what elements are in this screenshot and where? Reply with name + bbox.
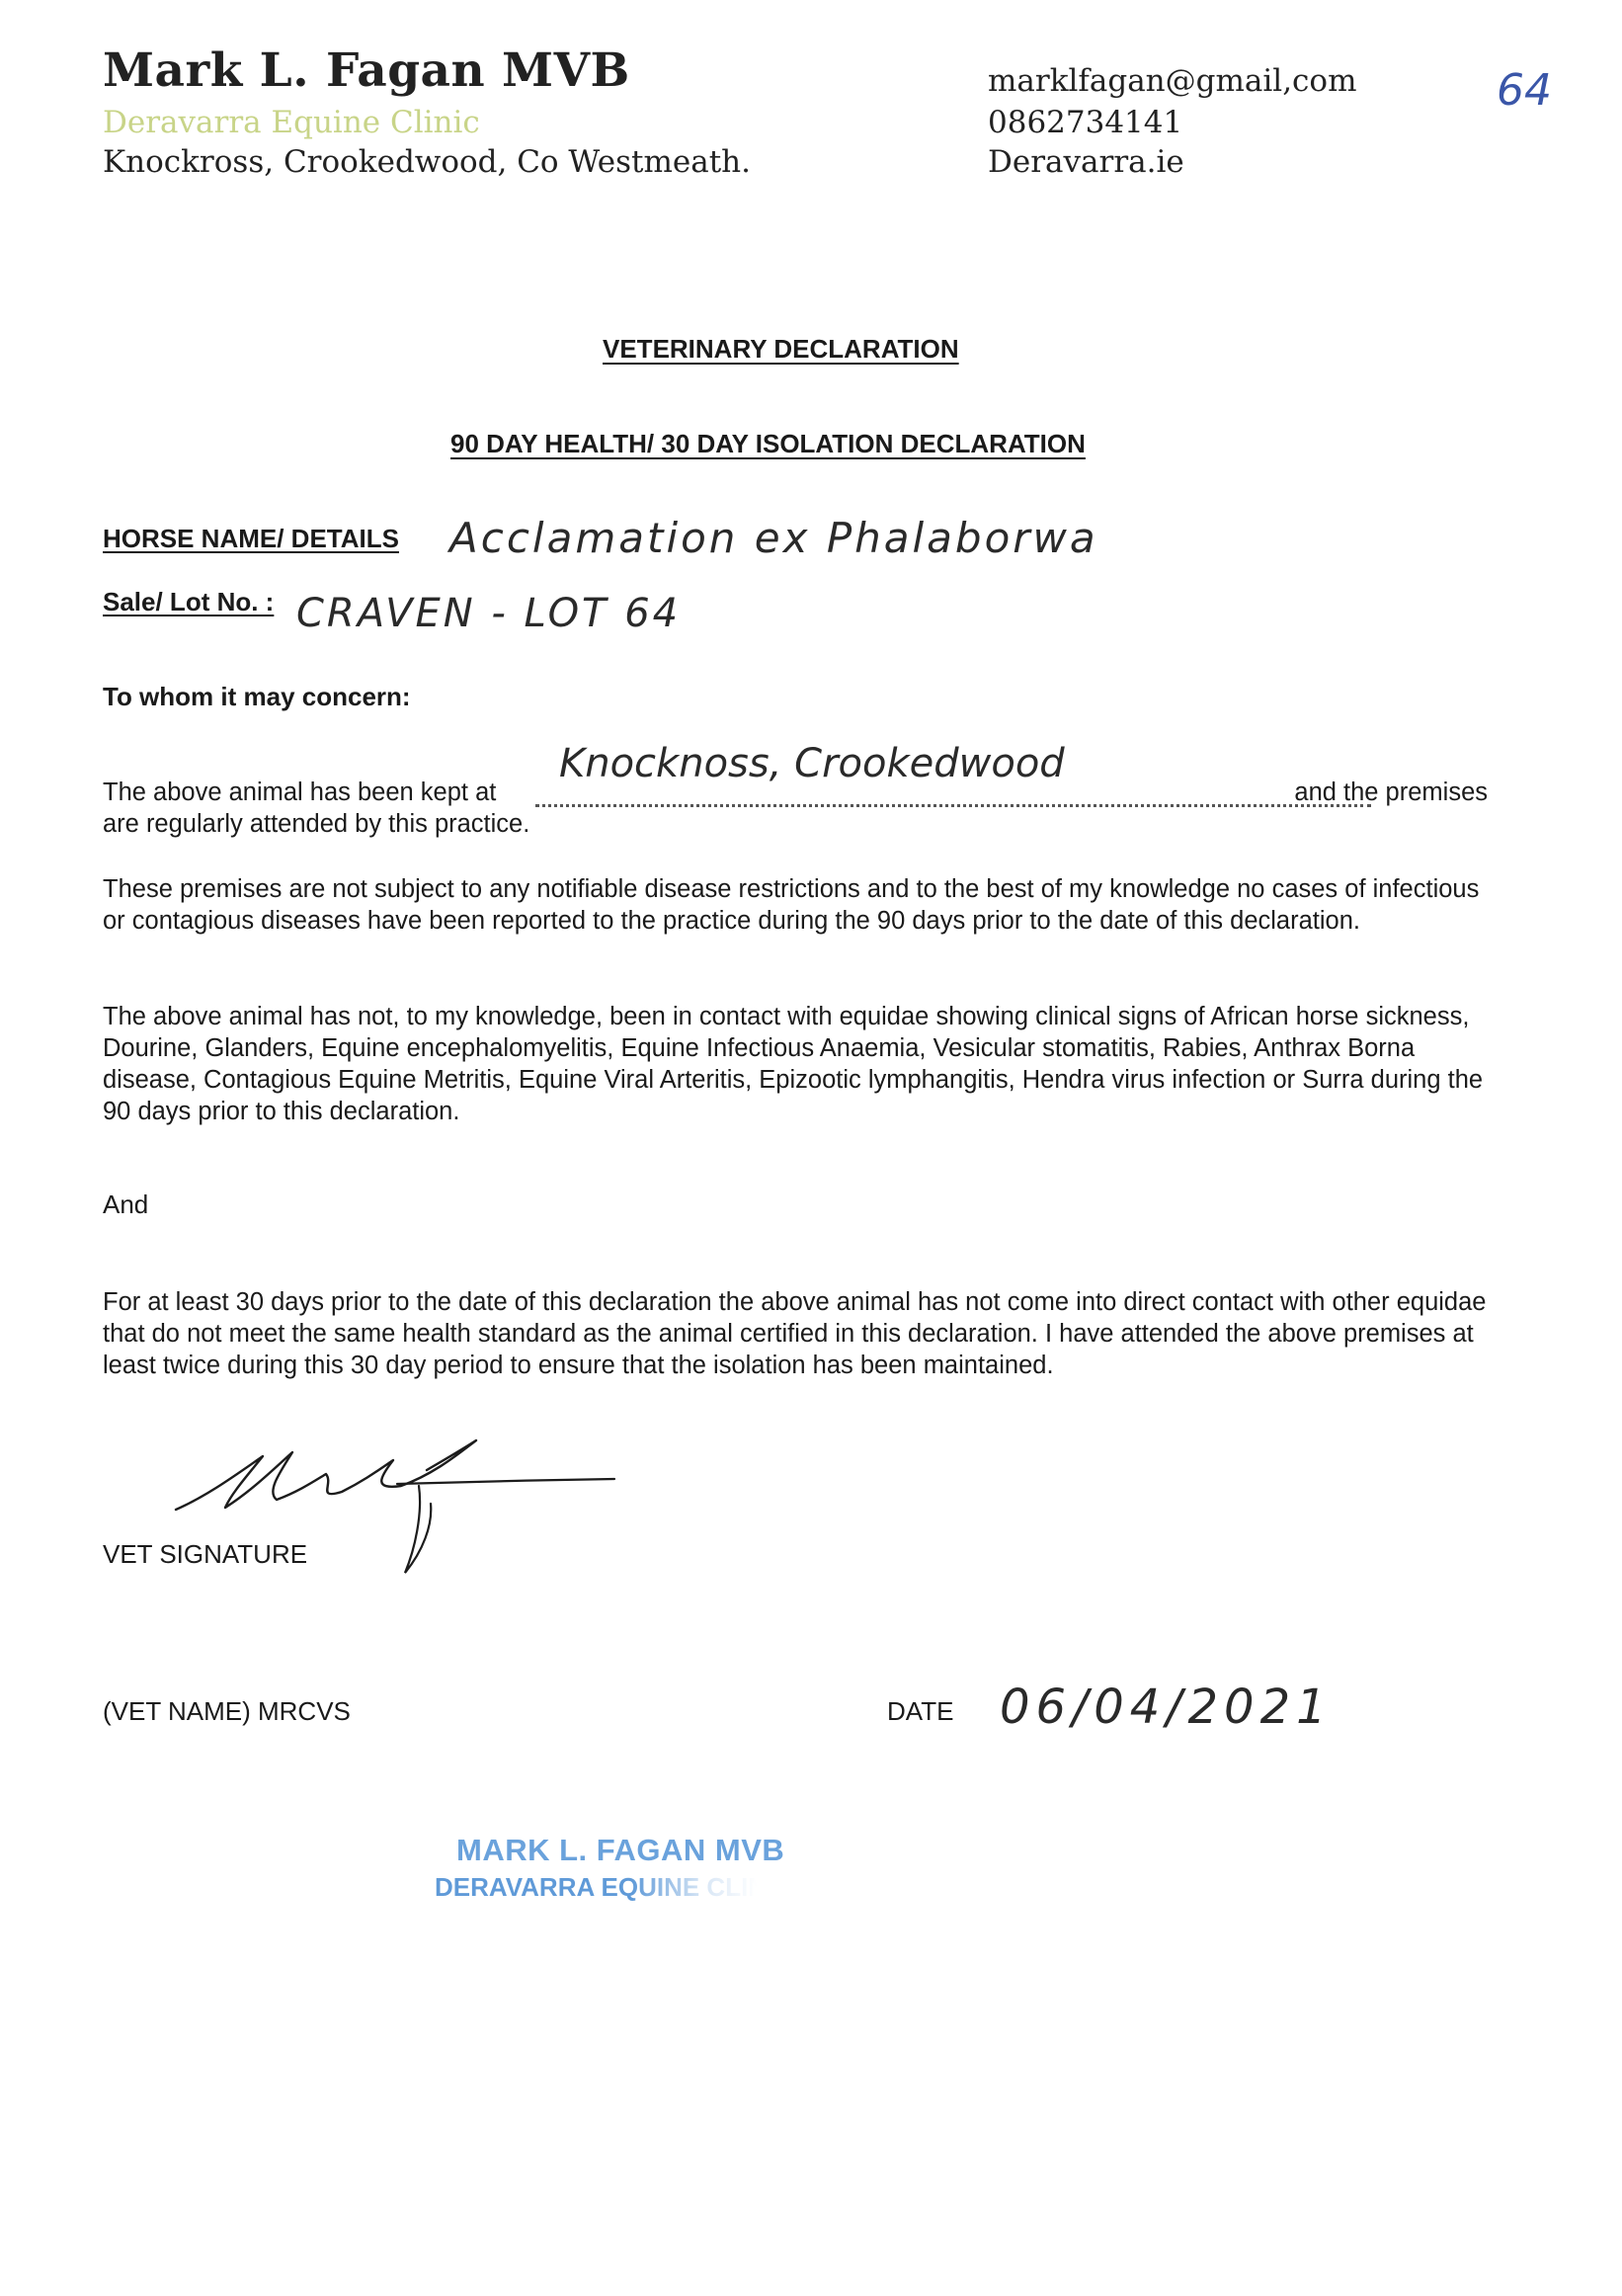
vet-signature-label: VET SIGNATURE (103, 1539, 308, 1569)
premises-prefix: The above animal has been kept at (103, 779, 497, 806)
horse-details-label: HORSE NAME/ DETAILS (103, 524, 399, 553)
greeting: To whom it may concern: (103, 682, 411, 711)
letterhead-address: Knockross, Crookedwood, Co Westmeath. (103, 144, 751, 180)
paragraph-isolation: For at least 30 days prior to the date of this declaration the above animal has not come into direct contact with other equidae that do not meet the same health standard as the animal certified in this declaration. I have attended the above premises at least twice during this 30 day period to ensure that the isolation has been maintained. (103, 1288, 1487, 1379)
premises-suffix: and the premises (1294, 779, 1488, 806)
vet-name-label: (VET NAME) MRCVS (103, 1696, 351, 1726)
premises-line (103, 741, 1488, 812)
stamp-vet-name: MARK L. FAGAN MVB (456, 1833, 785, 1867)
horse-details-value: Acclamation ex Phalaborwa (449, 514, 1098, 562)
vet-stamp (435, 1833, 792, 1903)
date-value: 06/04/2021 (1000, 1680, 1333, 1735)
stamp-clinic-name: DERAVARRA EQUINE CLINIC (435, 1872, 793, 1902)
letterhead-phone: 0862734141 (988, 105, 1183, 140)
letterhead-email: marklfagan@gmail,com (988, 63, 1357, 99)
paragraph-contact-clinical-signs: The above animal has not, to my knowledge, been in contact with equidae showing clinical signs of African horse sickness, Dourine, Glanders, Equine encephalomyelitis, Equine Infectious Anaemia, Vesicular stomatitis, Rabies, Anthrax Borna disease, Contagious Equine Metritis, Equine Viral Arteritis, Epizootic lymphangitis, Hendra virus infection or Surra during the 90 days prior to this declaration. (103, 1003, 1484, 1125)
premises-value: Knocknoss, Crookedwood (559, 741, 1065, 786)
premises-line-continued: are regularly attended by this practice. (103, 810, 530, 838)
and-connector: And (103, 1189, 149, 1219)
letterhead-vet-name: Mark L. Fagan MVB (103, 43, 630, 98)
letterhead-clinic-name: Deravarra Equine Clinic (103, 105, 480, 140)
sale-lot-value: CRAVEN - LOT 64 (296, 591, 682, 636)
document-title: VETERINARY DECLARATION (603, 334, 959, 364)
sale-lot-label: Sale/ Lot No. : (103, 587, 275, 616)
document-subtitle: 90 DAY HEALTH/ 30 DAY ISOLATION DECLARATION (450, 429, 1086, 458)
letterhead-website: Deravarra.ie (988, 144, 1184, 180)
date-label: DATE (887, 1696, 954, 1726)
paragraph-disease-restrictions: These premises are not subject to any notifiable disease restrictions and to the best of my knowledge no cases of infectious or contagious diseases have been reported to the practice during the 90 days prior to the date of this declaration. (103, 875, 1480, 935)
handwritten-page-number: 64 (1497, 65, 1552, 116)
